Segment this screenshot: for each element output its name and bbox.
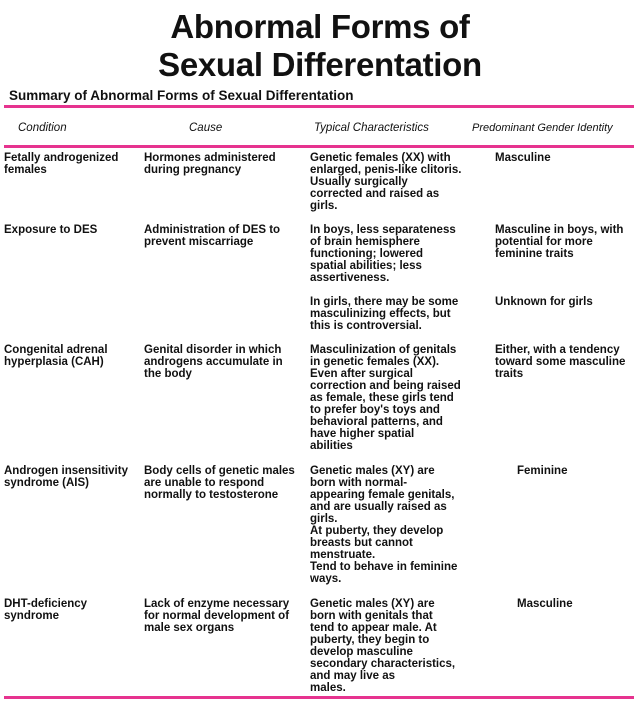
bottom-rule bbox=[4, 696, 634, 699]
row5-characteristics: Genetic males (XY) are born with genitals that tend to appear male. At puberty, they begin to develop masculine secondary characteristics, and may live as males. bbox=[310, 598, 456, 694]
row4-characteristics: Genetic males (XY) are born with normal- appearing female genitals, and are usually raised as girls. At puberty, they develop breasts but cannot menstruate. Tend to behave in feminine ways. bbox=[310, 465, 458, 585]
row2-condition: Exposure to DES bbox=[4, 224, 98, 236]
row3-condition: Congenital adrenal hyperplasia (CAH) bbox=[4, 344, 108, 368]
header-identity: Predominant Gender Identity bbox=[472, 122, 613, 134]
row1-condition: Fetally androgenized females bbox=[4, 152, 119, 176]
header-condition: Condition bbox=[18, 122, 67, 134]
row2b-characteristics: In girls, there may be some masculinizing effects, but this is controversial. bbox=[310, 296, 459, 332]
header-cause: Cause bbox=[189, 122, 223, 134]
row1-identity: Masculine bbox=[495, 152, 551, 164]
row3-identity: Either, with a tendency toward some masculine traits bbox=[495, 344, 626, 380]
page-title bbox=[0, 8, 640, 84]
row5-condition: DHT-deficiency syndrome bbox=[4, 598, 88, 622]
row3-characteristics: Masculinization of genitals in genetic females (XX). Even after surgical correction and being raised as female, these girls tend to prefer boy's toys and behavioral patterns, and have higher spatial abilities bbox=[310, 344, 461, 452]
title-line-2: Sexual Differentation bbox=[158, 46, 482, 83]
row4-condition: Androgen insensitivity syndrome (AIS) bbox=[4, 465, 128, 489]
row4-identity: Feminine bbox=[517, 465, 568, 477]
row2-cause: Administration of DES to prevent miscarriage bbox=[144, 224, 281, 248]
title-line-1: Abnormal Forms of bbox=[170, 8, 470, 45]
row1-cause: Hormones administered during pregnancy bbox=[144, 152, 276, 176]
row1-characteristics: Genetic females (XX) with enlarged, penis-like clitoris. Usually surgically corrected and raised as girls. bbox=[310, 152, 462, 212]
header-rule bbox=[4, 145, 634, 148]
row5-cause: Lack of enzyme necessary for normal development of male sex organs bbox=[144, 598, 290, 634]
row4-cause: Body cells of genetic males are unable to respond normally to testosterone bbox=[144, 465, 295, 501]
header-characteristics: Typical Characteristics bbox=[314, 122, 429, 134]
row3-cause: Genital disorder in which androgens accumulate in the body bbox=[144, 344, 283, 380]
row2-characteristics: In boys, less separateness of brain hemisphere functioning; lowered spatial abilities; less assertiveness. bbox=[310, 224, 456, 284]
top-rule bbox=[4, 105, 634, 108]
row5-identity: Masculine bbox=[517, 598, 573, 610]
table-caption: Summary of Abnormal Forms of Sexual Differentation bbox=[9, 88, 354, 103]
row2b-identity: Unknown for girls bbox=[495, 296, 593, 308]
row2-identity: Masculine in boys, with potential for more feminine traits bbox=[495, 224, 624, 260]
